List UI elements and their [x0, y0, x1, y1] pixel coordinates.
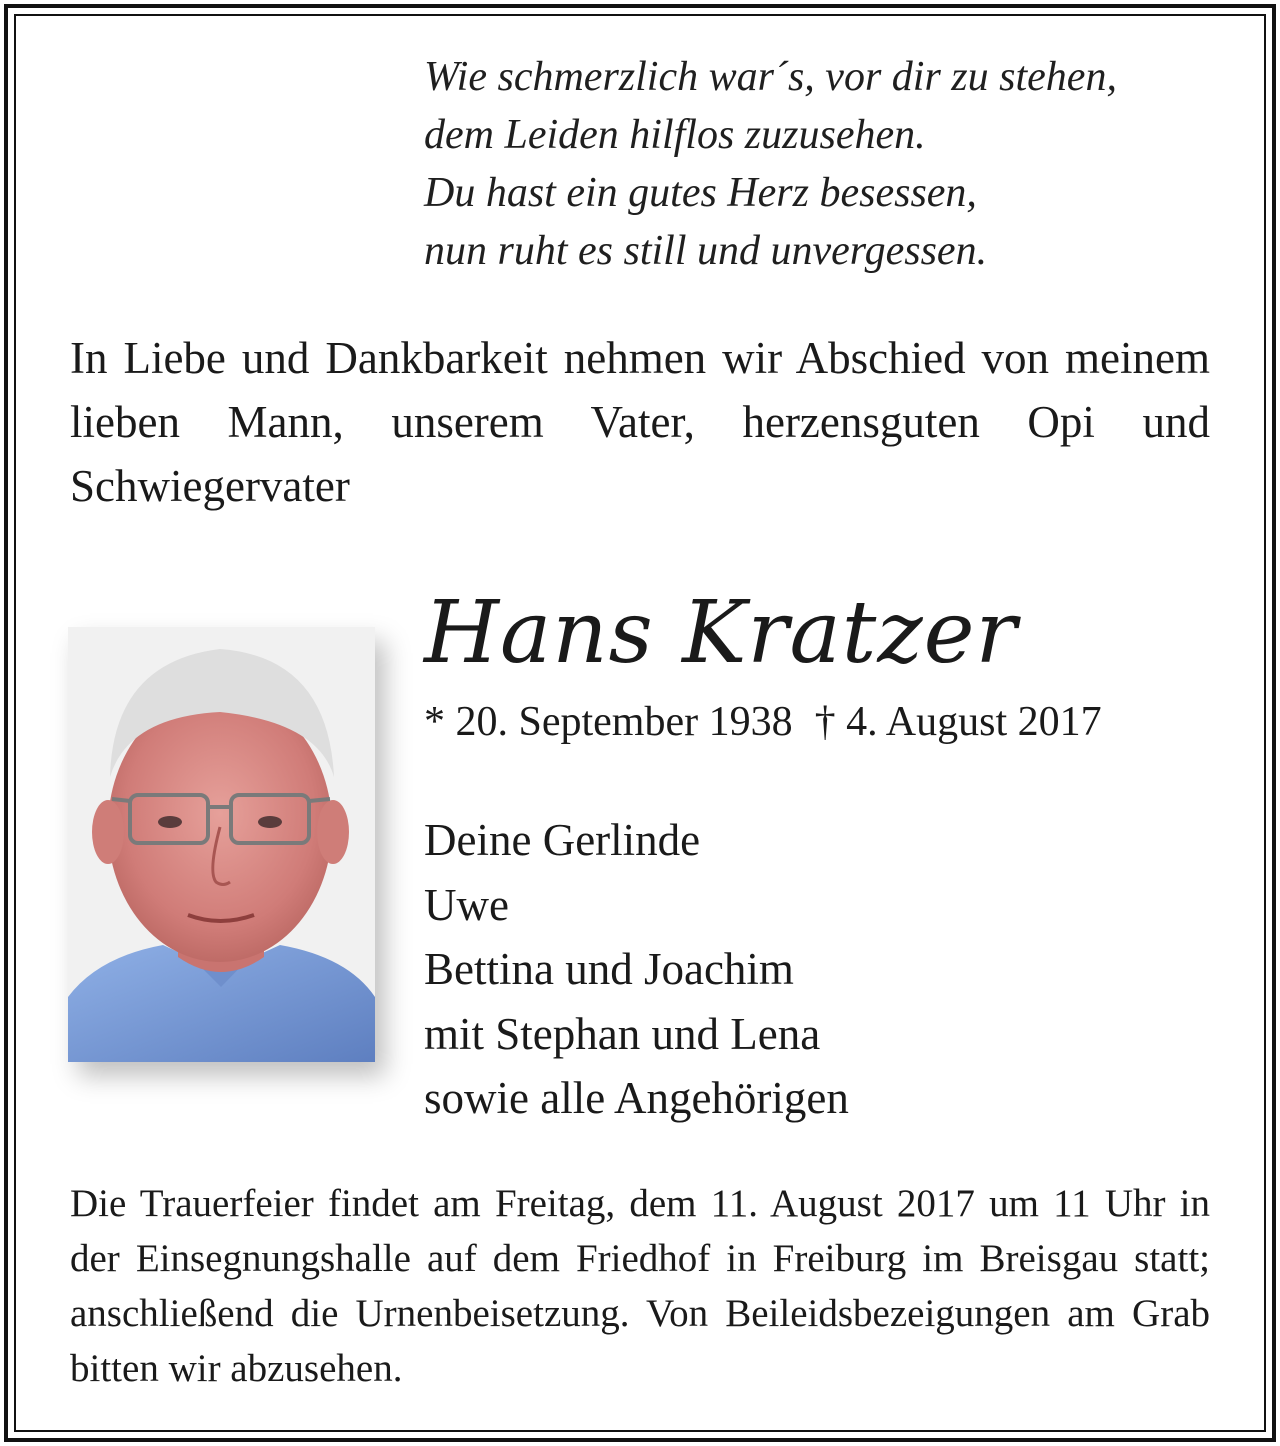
survivor-line: Deine Gerlinde [424, 815, 701, 865]
survivors-list [424, 808, 849, 1131]
service-announcement: Die Trauerfeier findet am Freitag, dem 11. August 2017 um 11 Uhr in der Einsegnungshalle auf dem Friedhof in Freiburg im Breisgau statt; anschließend die Urnenbeisetzung. Von Beileidsbezeigungen am Grab bitten wir abzusehen. [70, 1182, 1210, 1390]
poem-line: dem Leiden hilflos zuzusehen. [424, 112, 926, 158]
poem-line: nun ruht es still und unvergessen. [424, 228, 988, 274]
survivor-line: mit Stephan und Lena [424, 1008, 821, 1059]
poem-line: Du hast ein gutes Herz besessen, [424, 170, 977, 216]
survivor-line: Bettina und Joachim [424, 944, 794, 994]
birth-date: * 20. September 1938 [424, 699, 793, 745]
portrait-photo [68, 627, 375, 1062]
survivor-line: sowie alle Angehörigen [424, 1073, 849, 1123]
life-dates [424, 694, 1102, 750]
survivor-line: Uwe [424, 879, 509, 930]
poem-line: Wie schmerzlich war´s, vor dir zu stehen, [424, 54, 1117, 100]
deceased-name: Hans Kratzer [424, 583, 1018, 683]
death-date: † 4. August 2017 [814, 699, 1102, 745]
poem [424, 48, 1244, 280]
intro-paragraph: In Liebe und Dankbarkeit nehmen wir Abschied von meinem lieben Mann, unserem Vater, herzensguten Opi und Schwiegervater [70, 333, 1210, 511]
